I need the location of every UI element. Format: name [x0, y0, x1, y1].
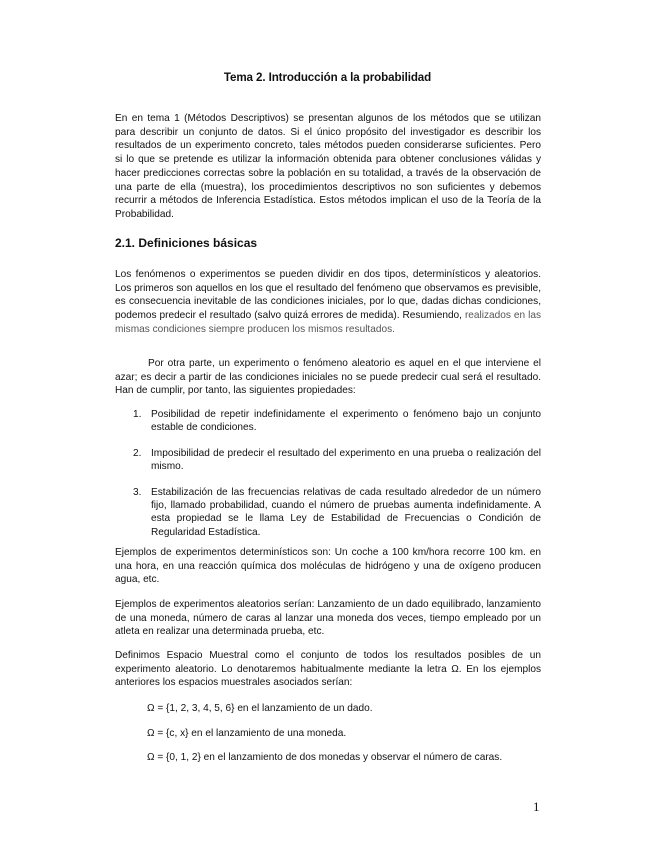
list-item-number: 2.	[133, 447, 142, 459]
paragraph-deterministic-text: Los fenómenos o experimentos se pueden dividir en dos tipos, determinísticos y aleatorios. Los primeros son aquellos en los que el resultado del fenómeno que observamos es previsible, es consecuencia inevitable de las condiciones iniciales, por lo que, dadas dichas condiciones, podemos predecir el resultado (salvo quizá errores de medida). Resumiendo,	[115, 269, 541, 322]
paragraph-deterministic-gray-text: realizados en las mismas condiciones siempre producen los mismos resultados.	[115, 310, 541, 335]
intro-paragraph: En en tema 1 (Métodos Descriptivos) se presentan algunos de los métodos que se utilizan para describir un conjunto de datos. Si el único propósito del investigador es describir los resultados de un experimento concreto, tales métodos pueden considerarse suficientes. Pero si lo que se pretende es utilizar la información obtenida para obtener conclusiones válidas y hacer predicciones correctas sobre la población en su totalidad, a través de la observación de una parte de ella (muestra), los procedimientos descriptivos no son suficientes y debemos recurrir a métodos de Inferencia Estadística. Estos métodos implican el uso de la Teoría de la Probabilidad.	[115, 113, 541, 220]
paragraph-sample-space: Definimos Espacio Muestral como el conjunto de todos los resultados posibles de un experimento aleatorio. Lo denotaremos habitualmente mediante la letra Ω. En los ejemplos anteriores los espacios muestrales asociados serían:	[115, 650, 541, 689]
list-item-number: 3.	[133, 486, 142, 498]
paragraph-random-examples: Ejemplos de experimentos aleatorios serían: Lanzamiento de un dado equilibrado, lanzamiento de una moneda, número de caras al lanzar una moneda dos veces, tiempo empleado por un atleta en realizar una determinada prueba, etc.	[115, 599, 541, 638]
properties-list	[115, 408, 541, 539]
list-item-text: Estabilización de las frecuencias relativas de cada resultado alrededor de un número fijo, llamado probabilidad, cuando el número de pruebas aumenta indefinidamente. A esta propiedad se le llama Ley de Estabilidad de Frecuencias o Condición de Regularidad Estadística.	[151, 486, 541, 538]
sample-space-example: Ω = {c, x} en el lanzamiento de una moneda.	[147, 728, 347, 739]
paragraph-deterministic	[115, 268, 541, 337]
sample-space-example: Ω = {1, 2, 3, 4, 5, 6} en el lanzamiento de un dado.	[147, 703, 373, 714]
list-item-text: Imposibilidad de predecir el resultado del experimento en una prueba o realización del mismo.	[151, 447, 541, 473]
list-item-number: 1.	[133, 409, 142, 420]
page-number: 1	[533, 799, 540, 814]
paragraph-deterministic-examples: Ejemplos de experimentos determinísticos son: Un coche a 100 km/hora recorre 100 km. en una hora, en una reacción química dos moléculas de hidrógeno y una de oxígeno producen agua, etc.	[115, 547, 541, 586]
page-title: Tema 2. Introducción a la probabilidad	[223, 71, 432, 84]
list-item-text: Posibilidad de repetir indefinidamente el experimento o fenómeno bajo un conjunto estable de condiciones.	[151, 409, 541, 434]
list-item	[115, 447, 541, 474]
list-item	[115, 486, 541, 540]
list-item	[115, 408, 541, 435]
section-heading: 2.1. Definiciones básicas	[115, 236, 258, 250]
sample-space-example: Ω = {0, 1, 2} en el lanzamiento de dos monedas y observar el número de caras.	[147, 752, 503, 763]
paragraph-random: Por otra parte, un experimento o fenómeno aleatorio es aquel en el que interviene el azar; es decir a partir de las condiciones iniciales no se puede predecir cual será el resultado. Han de cumplir, por tanto, las siguientes propiedades:	[115, 358, 541, 397]
